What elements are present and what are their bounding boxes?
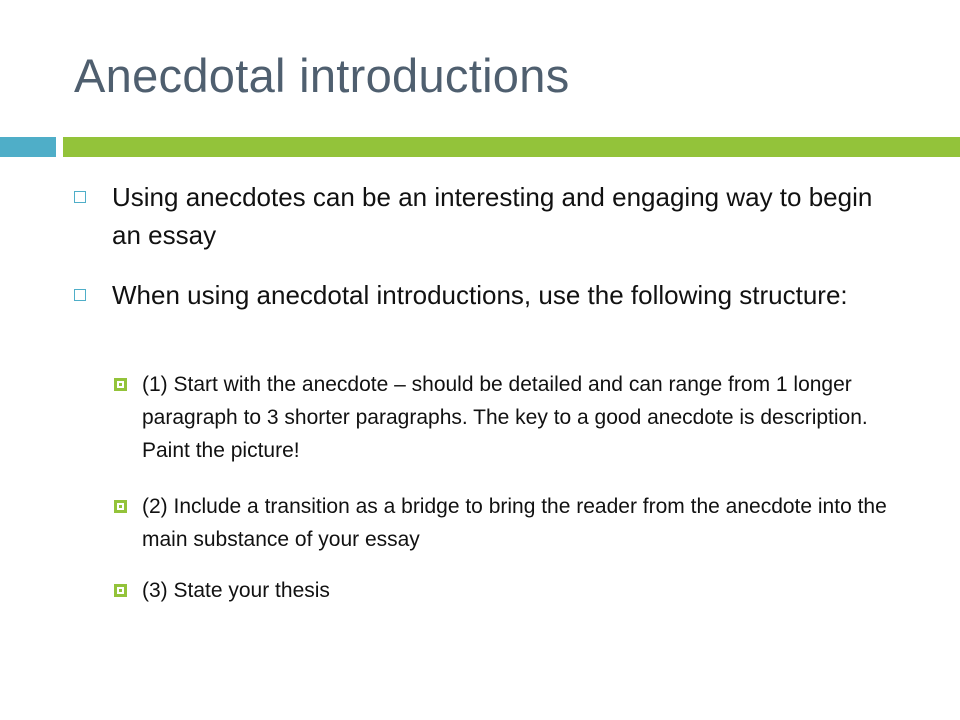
square-bullet-icon <box>114 500 127 513</box>
slide-title: Anecdotal introductions <box>74 49 570 102</box>
square-bullet-icon <box>114 584 127 597</box>
bullet-text: When using anecdotal introductions, use the following structure: <box>112 280 848 310</box>
sub-bullet-text: (3) State your thesis <box>142 579 330 602</box>
sub-bullet-text: (1) Start with the anecdote – should be detailed and can range from 1 longer paragraph to 3 shorter paragraphs. The key to a good anecdote is description. Paint the picture! <box>142 373 868 462</box>
bullet-text: Using anecdotes can be an interesting and engaging way to begin an essay <box>112 182 873 250</box>
square-bullet-icon <box>114 378 127 391</box>
box-bullet-icon <box>74 289 86 301</box>
bullet-item <box>100 178 890 254</box>
sub-bullet-item <box>142 574 912 607</box>
sub-bullet-item <box>142 490 912 556</box>
sub-bullet-item <box>142 368 912 467</box>
sub-bullet-text: (2) Include a transition as a bridge to bring the reader from the anecdote into the main substance of your essay <box>142 495 887 551</box>
box-bullet-icon <box>74 191 86 203</box>
bullet-item <box>100 276 890 314</box>
